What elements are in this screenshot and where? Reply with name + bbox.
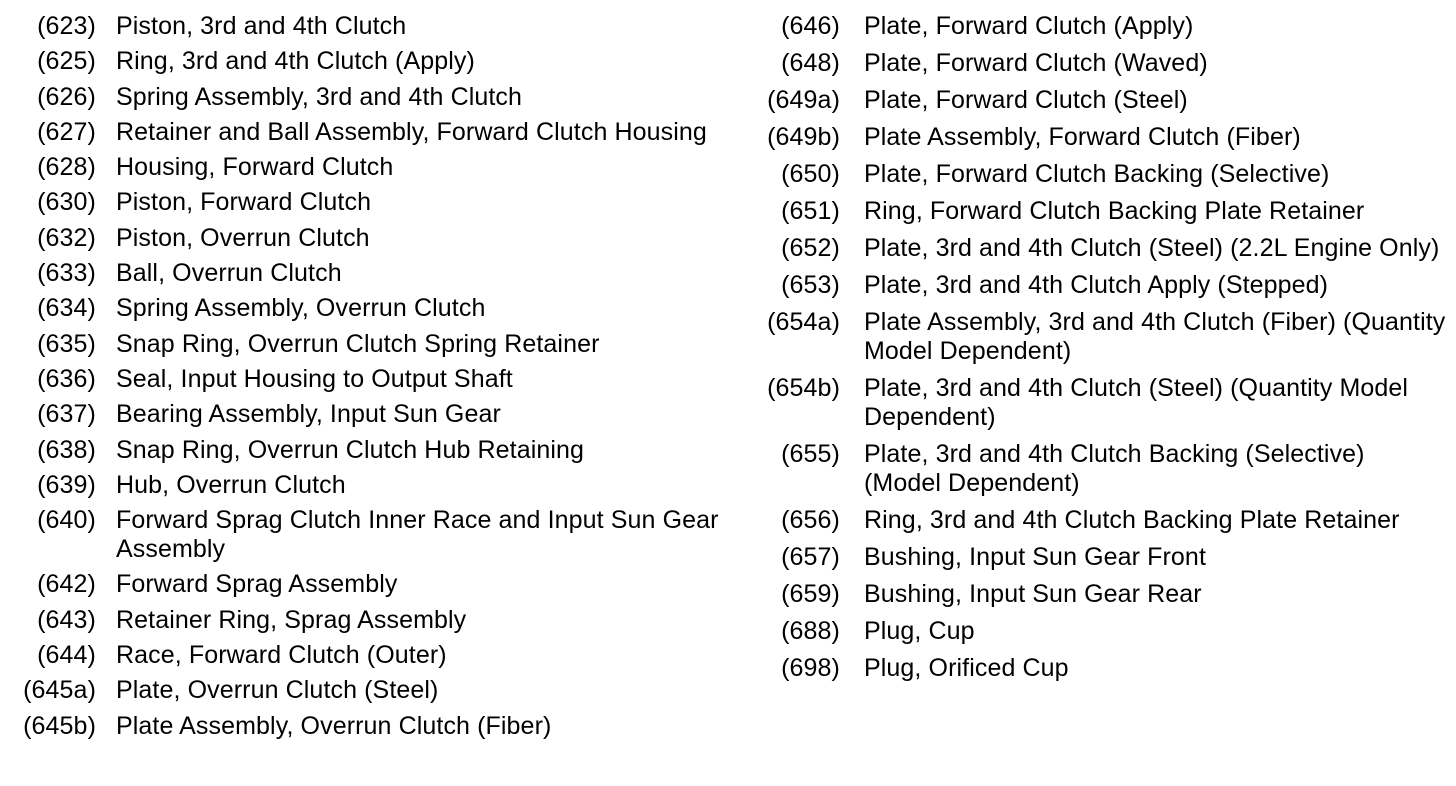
list-item (0, 606, 720, 635)
item-number: (698) (781, 654, 840, 682)
item-number: (651) (781, 197, 840, 225)
item-description: Bushing, Input Sun Gear Front (864, 543, 1206, 571)
item-number: (646) (781, 12, 840, 40)
item-number: (654b) (767, 374, 840, 402)
list-item (0, 676, 720, 705)
item-description: Plate Assembly, Overrun Clutch (Fiber) (116, 711, 552, 740)
item-number: (639) (37, 470, 96, 499)
list-item (0, 294, 720, 323)
list-item (0, 400, 720, 429)
item-number: (627) (37, 117, 96, 146)
list-item (0, 47, 720, 76)
list-item (0, 188, 720, 217)
list-item (748, 49, 1448, 78)
item-number: (645b) (23, 711, 96, 740)
item-description: Snap Ring, Overrun Clutch Spring Retainer (116, 329, 600, 358)
item-description: Ring, 3rd and 4th Clutch (Apply) (116, 47, 475, 76)
item-number: (628) (37, 153, 96, 182)
item-description: Bushing, Input Sun Gear Rear (864, 580, 1202, 608)
list-item (748, 197, 1448, 226)
item-number: (640) (37, 506, 96, 535)
item-description: Spring Assembly, 3rd and 4th Clutch (116, 82, 523, 111)
list-item (0, 330, 720, 359)
item-description: Piston, Forward Clutch (116, 188, 372, 217)
list-item (0, 224, 720, 253)
list-item (748, 654, 1448, 683)
item-number: (626) (37, 82, 96, 111)
list-item (0, 471, 720, 500)
parts-list-left-column (0, 12, 720, 747)
item-description: Plug, Cup (864, 617, 975, 645)
list-item (748, 580, 1448, 609)
list-item (748, 234, 1448, 263)
item-description: Ring, 3rd and 4th Clutch Backing Plate Retainer (864, 506, 1400, 534)
item-description: Snap Ring, Overrun Clutch Hub Retaining (116, 435, 585, 464)
item-number: (625) (37, 47, 96, 76)
item-description: Plate Assembly, Forward Clutch (Fiber) (864, 123, 1301, 151)
item-number: (623) (37, 12, 96, 40)
item-description: Seal, Input Housing to Output Shaft (116, 364, 513, 393)
item-description: Plate, Forward Clutch Backing (Selective) (864, 160, 1330, 188)
item-description: Plate, Forward Clutch (Apply) (864, 12, 1194, 40)
item-description: Piston, Overrun Clutch (116, 223, 370, 252)
list-item (0, 570, 720, 599)
item-number: (655) (781, 440, 840, 468)
list-item (748, 543, 1448, 572)
list-item (748, 271, 1448, 300)
item-description: Retainer and Ball Assembly, Forward Clutch Housing (116, 117, 707, 146)
item-description: Spring Assembly, Overrun Clutch (116, 294, 486, 323)
item-number: (634) (37, 294, 96, 323)
list-item (0, 506, 720, 564)
item-number: (648) (781, 49, 840, 77)
item-number: (642) (37, 570, 96, 599)
item-description: Forward Sprag Assembly (116, 570, 398, 599)
list-item (0, 83, 720, 112)
list-item (748, 160, 1448, 189)
item-description: Plate, Overrun Clutch (Steel) (116, 676, 439, 705)
parts-list-right-column (748, 12, 1448, 691)
item-number: (637) (37, 400, 96, 429)
item-number: (653) (781, 271, 840, 299)
item-number: (645a) (23, 676, 96, 705)
item-description: Plate, 3rd and 4th Clutch Apply (Stepped) (864, 271, 1329, 299)
item-description: Plate, 3rd and 4th Clutch (Steel) (Quantity Model Dependent) (864, 374, 1409, 431)
item-description: Plate, 3rd and 4th Clutch (Steel) (2.2L Engine Only) (864, 234, 1440, 262)
item-description: Housing, Forward Clutch (116, 153, 394, 182)
item-number: (643) (37, 605, 96, 634)
list-item (748, 123, 1448, 152)
list-item (748, 506, 1448, 535)
item-number: (636) (37, 364, 96, 393)
item-number: (652) (781, 234, 840, 262)
item-description: Piston, 3rd and 4th Clutch (116, 12, 407, 40)
list-item (748, 440, 1448, 498)
item-description: Plug, Orificed Cup (864, 654, 1069, 682)
item-number: (649b) (767, 123, 840, 151)
item-description: Ring, Forward Clutch Backing Plate Retainer (864, 197, 1365, 225)
list-item (748, 12, 1448, 41)
list-item (0, 641, 720, 670)
item-number: (650) (781, 160, 840, 188)
item-number: (659) (781, 580, 840, 608)
list-item (0, 712, 720, 741)
item-number: (654a) (767, 308, 840, 336)
item-description: Bearing Assembly, Input Sun Gear (116, 400, 501, 429)
item-number: (632) (37, 223, 96, 252)
list-item (748, 374, 1448, 432)
item-description: Hub, Overrun Clutch (116, 470, 346, 499)
item-number: (649a) (767, 86, 840, 114)
list-item (0, 118, 720, 147)
list-item (0, 153, 720, 182)
list-item (748, 86, 1448, 115)
item-number: (638) (37, 435, 96, 464)
list-item (0, 12, 720, 41)
item-number: (635) (37, 329, 96, 358)
item-description: Retainer Ring, Sprag Assembly (116, 605, 467, 634)
list-item (0, 365, 720, 394)
item-number: (630) (37, 188, 96, 217)
item-description: Ball, Overrun Clutch (116, 259, 342, 288)
item-description: Plate, 3rd and 4th Clutch Backing (Selective) (Model Dependent) (864, 440, 1365, 497)
item-number: (644) (37, 641, 96, 670)
item-number: (657) (781, 543, 840, 571)
item-description: Plate, Forward Clutch (Waved) (864, 49, 1208, 77)
list-item (748, 308, 1448, 366)
item-description: Race, Forward Clutch (Outer) (116, 641, 447, 670)
item-description: Plate Assembly, 3rd and 4th Clutch (Fiber) (Quantity Model Dependent) (864, 308, 1446, 365)
list-item (748, 617, 1448, 646)
item-description: Plate, Forward Clutch (Steel) (864, 86, 1188, 114)
list-item (0, 436, 720, 465)
item-number: (656) (781, 506, 840, 534)
item-number: (688) (781, 617, 840, 645)
item-number: (633) (37, 259, 96, 288)
item-description: Forward Sprag Clutch Inner Race and Input Sun Gear Assembly (116, 506, 719, 564)
list-item (0, 259, 720, 288)
